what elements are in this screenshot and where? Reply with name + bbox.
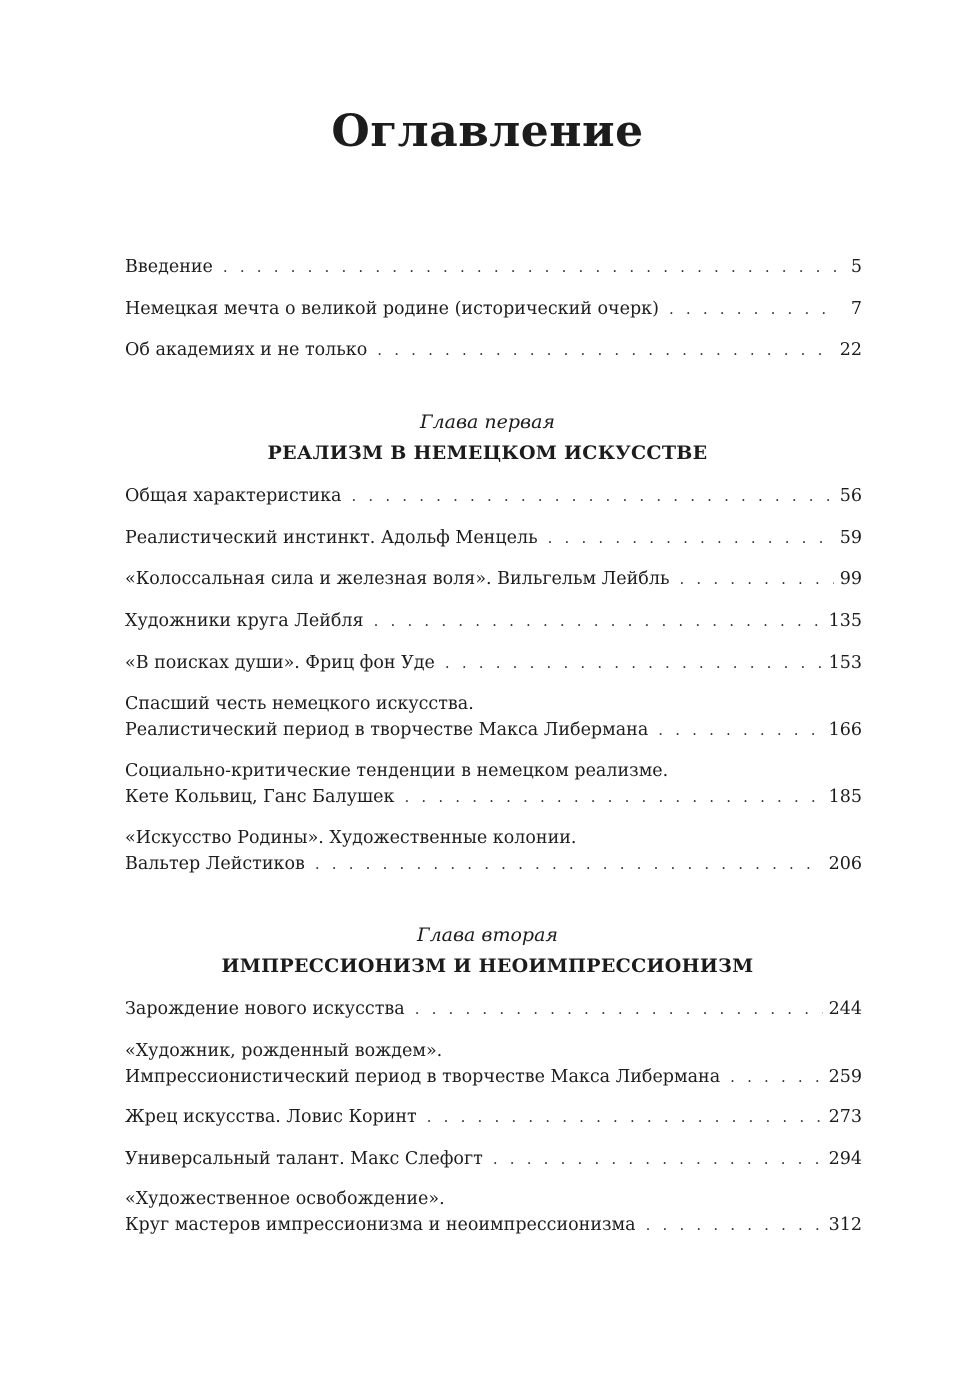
toc-entry — [125, 296, 862, 322]
toc-entry — [125, 691, 862, 743]
toc-page-number: 273 — [828, 1107, 862, 1127]
toc-entry-title: Универсальный талант. Макс Слефогт — [125, 1149, 483, 1169]
toc-page-number: 166 — [828, 720, 862, 740]
toc-entry — [125, 483, 862, 509]
toc-page-number: 5 — [850, 257, 862, 277]
dot-leader — [374, 608, 823, 634]
toc-entry-title: Круг мастеров импрессионизма и неоимпрессионизма — [125, 1215, 636, 1235]
toc-page-number: 185 — [828, 787, 862, 807]
toc-entry — [125, 608, 862, 634]
toc-page-number: 59 — [839, 528, 862, 548]
toc-entry-title-line1: «Художественное освобождение». — [125, 1189, 445, 1209]
dot-leader — [730, 1064, 822, 1090]
toc-entry-title: Вальтер Лейстиков — [125, 854, 305, 874]
toc-entry-title: Реалистический инстинкт. Адольф Менцель — [125, 528, 538, 548]
toc-entry — [125, 996, 862, 1022]
dot-leader — [493, 1146, 823, 1172]
toc-entry — [125, 1186, 862, 1238]
toc-entry-title: Импрессионистический период в творчестве Макса Либермана — [125, 1067, 721, 1087]
toc-entry-title-line1: «Искусство Родины». Художественные колонии. — [125, 828, 577, 848]
chapter-label: Глава вторая — [416, 924, 558, 946]
toc-entry — [125, 337, 862, 363]
dot-leader — [315, 851, 823, 877]
dot-leader — [404, 784, 822, 810]
dot-leader — [415, 996, 823, 1022]
dot-leader — [427, 1104, 823, 1130]
toc-page-number: 56 — [839, 486, 862, 506]
dot-leader — [352, 483, 834, 509]
toc-entry-title: Об академиях и не только — [125, 340, 368, 360]
dot-leader — [680, 566, 834, 592]
page-title: Оглавление — [331, 106, 644, 157]
toc-page-number: 259 — [828, 1067, 862, 1087]
toc-page-number: 294 — [828, 1149, 862, 1169]
toc-entry-title: Кете Кольвиц, Ганс Балушек — [125, 787, 395, 807]
dot-leader — [646, 1212, 823, 1238]
toc-page-number: 312 — [828, 1215, 862, 1235]
toc-entry-title: Художники круга Лейбля — [125, 611, 364, 631]
toc-entry-title-line1: «Художник, рожденный вождем». — [125, 1041, 443, 1061]
chapter-title: ИМПРЕССИОНИЗМ И НЕОИМПРЕССИОНИЗМ — [221, 955, 754, 977]
dot-leader — [669, 296, 836, 322]
toc-entry-title-line1: Спасший честь немецкого искусства. — [125, 694, 474, 714]
chapter-title: РЕАЛИЗМ В НЕМЕЦКОМ ИСКУССТВЕ — [267, 442, 708, 464]
dot-leader — [223, 254, 836, 280]
dot-leader — [658, 717, 822, 743]
toc-entry-title: «Колоссальная сила и железная воля». Вильгельм Лейбль — [125, 569, 670, 589]
chapter-label: Глава первая — [419, 411, 556, 433]
toc-entry — [125, 525, 862, 551]
toc-page-number: 7 — [850, 299, 862, 319]
toc-page-number: 99 — [839, 569, 862, 589]
toc-entry — [125, 1146, 862, 1172]
toc-entry — [125, 825, 862, 877]
toc-entry — [125, 1038, 862, 1090]
toc-entry-title: Общая характеристика — [125, 486, 342, 506]
toc-page-number: 153 — [828, 653, 862, 673]
toc-entry — [125, 758, 862, 810]
toc-entry — [125, 650, 862, 676]
dot-leader — [445, 650, 823, 676]
toc-entry-title: Жрец искусства. Ловис Коринт — [125, 1107, 417, 1127]
toc-entry-title: Реалистический период в творчестве Макса Либермана — [125, 720, 649, 740]
toc-entry-title: Немецкая мечта о великой родине (исторический очерк) — [125, 299, 659, 319]
toc-page-number: 244 — [828, 999, 862, 1019]
toc-entry-title: Введение — [125, 257, 213, 277]
toc-page-number: 206 — [828, 854, 862, 874]
dot-leader — [377, 337, 833, 363]
toc-page-number: 22 — [839, 340, 862, 360]
toc-page-number: 135 — [828, 611, 862, 631]
toc-entry — [125, 254, 862, 280]
toc-entry-title-line1: Социально-критические тенденции в немецком реализме. — [125, 761, 669, 781]
toc-entry-title: Зарождение нового искусства — [125, 999, 405, 1019]
toc-entry — [125, 566, 862, 592]
toc-entry — [125, 1104, 862, 1130]
dot-leader — [548, 525, 834, 551]
toc-entry-title: «В поисках души». Фриц фон Уде — [125, 653, 435, 673]
